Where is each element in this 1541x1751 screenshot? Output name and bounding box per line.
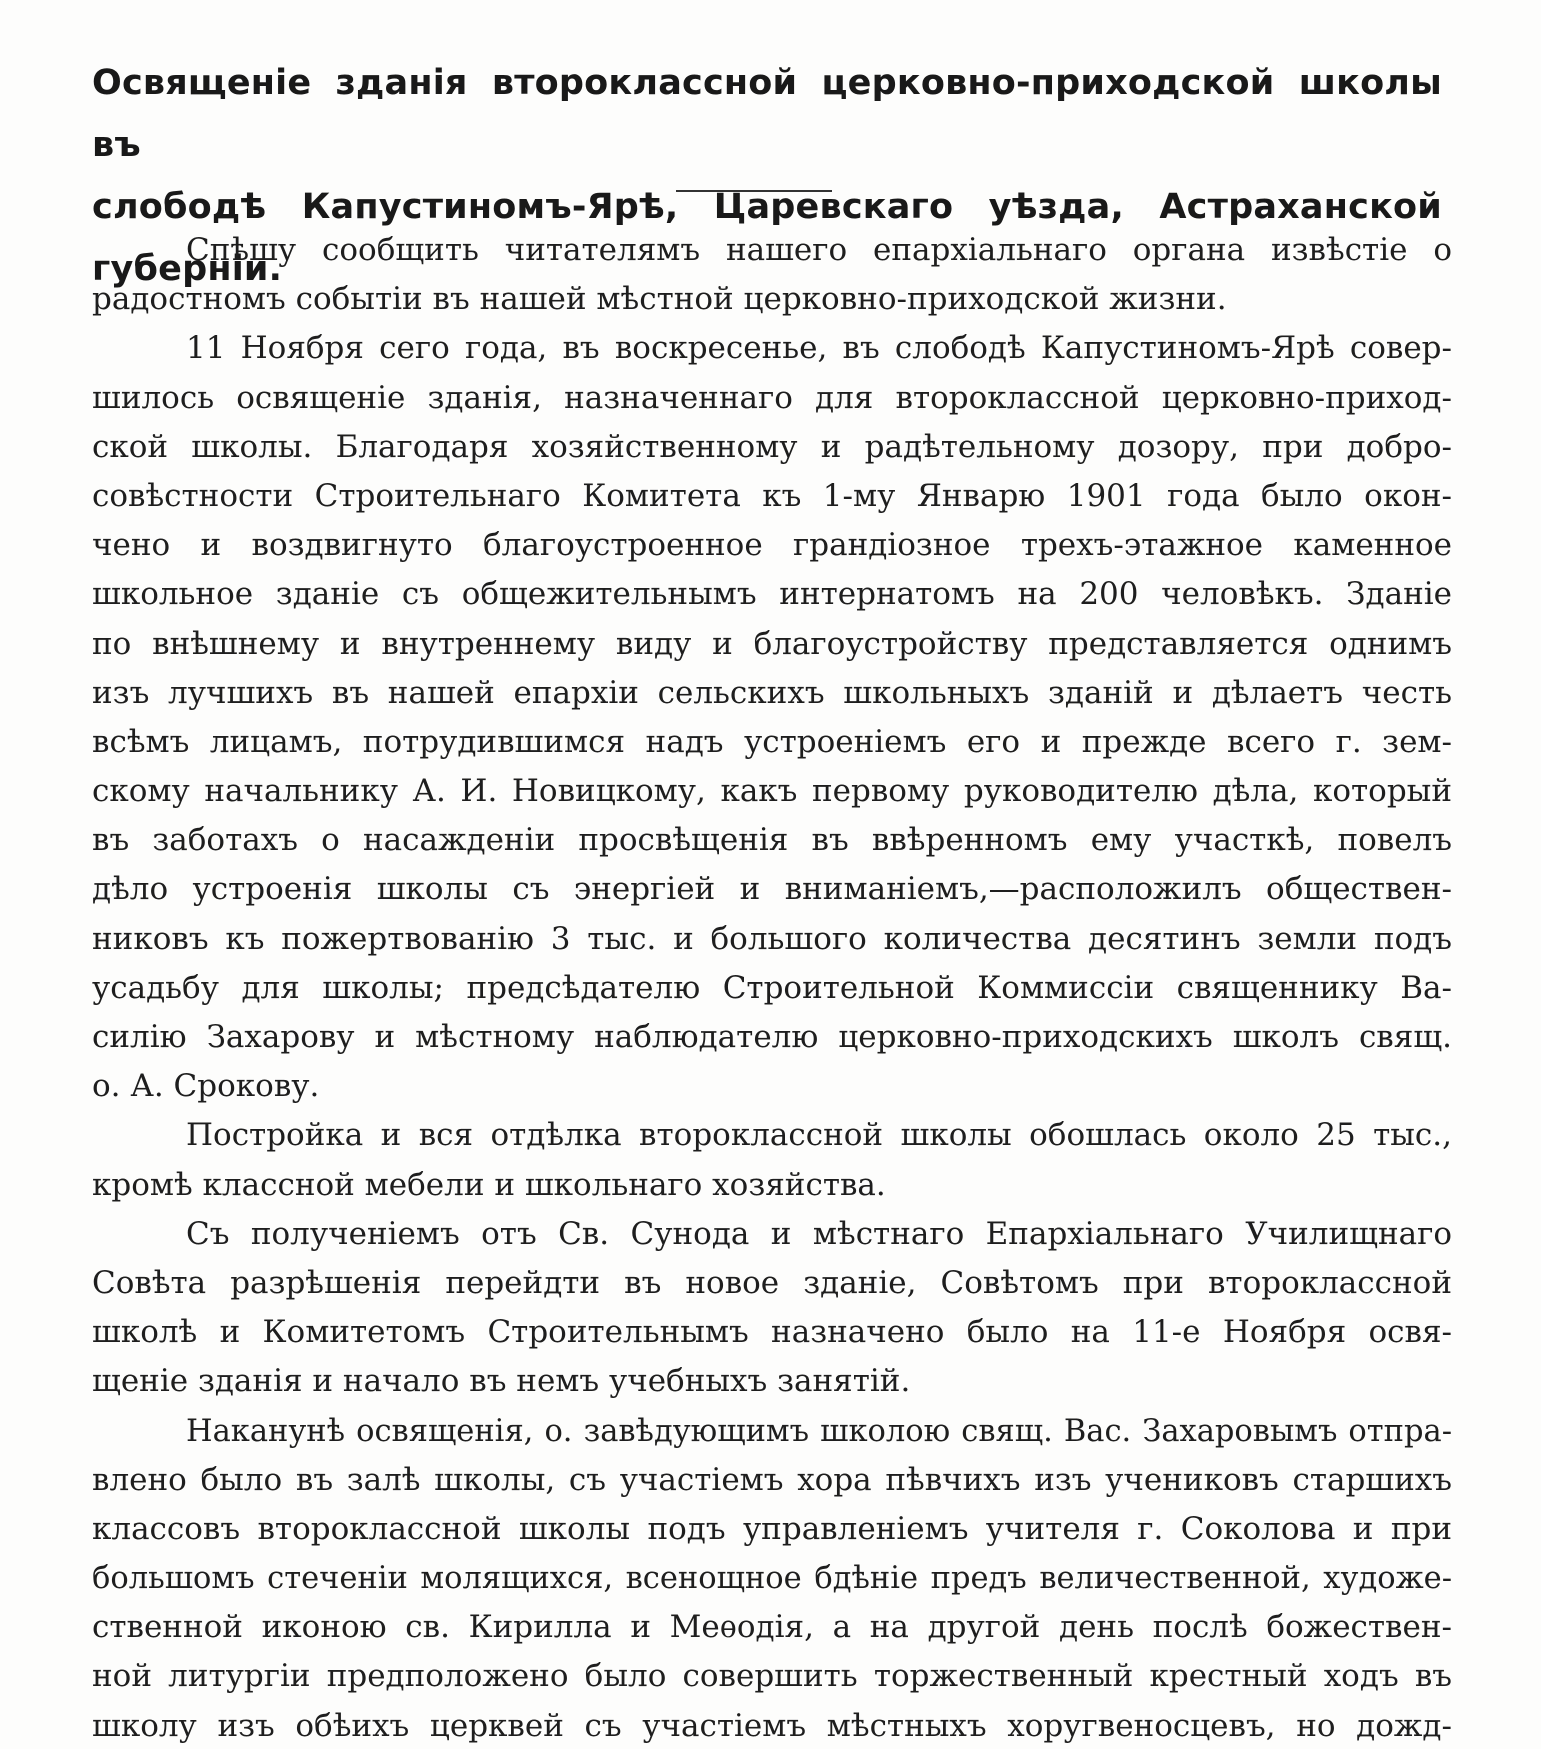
text-line: никовъ къ пожертвованію 3 тыс. и большого количества десятинъ земли подъ xyxy=(92,920,1452,957)
text-line: Спѣшу сообщить читателямъ нашего епархіальнаго органа извѣстіе о xyxy=(186,232,1452,268)
title-line: слободѣ Капустиномъ-Ярѣ, Царевскаго уѣзда, Астраханской губерніи. xyxy=(92,187,1442,289)
text-line: ной литургіи предположено было совершить торжественный крестный ходъ въ xyxy=(92,1658,1452,1695)
text-line: силію Захарову и мѣстному наблюдателю церковно-приходскихъ школъ свящ. xyxy=(92,1019,1452,1055)
text-line: чено и воздвигнуто благоустроенное грандіозное трехъ-этажное каменное xyxy=(92,527,1452,564)
text-line: дѣло устроенія школы съ энергіей и вниманіемъ,—расположилъ обществен- xyxy=(92,871,1452,908)
text-line: шилось освященіе зданія, назначеннаго для второклассной церковно-приход- xyxy=(92,379,1452,416)
text-line: влено было въ залѣ школы, съ участіемъ хора пѣвчихъ изъ учениковъ старшихъ xyxy=(92,1461,1452,1498)
text-line: большомъ стеченіи молящихся, всенощное бдѣніе предъ величественной, художе- xyxy=(92,1561,1452,1597)
article-body xyxy=(92,226,1452,1751)
text-line: 11 Ноября сего года, въ воскресенье, въ слободѣ Капустиномъ-Ярѣ совер- xyxy=(186,330,1452,367)
text-line: ственной иконою св. Кирилла и Меѳодія, а на другой день послѣ божествен- xyxy=(92,1609,1452,1646)
text-line: классовъ второклассной школы подъ управленіемъ учителя г. Соколова и при xyxy=(92,1510,1452,1547)
text-line: изъ лучшихъ въ нашей епархіи сельскихъ школьныхъ зданій и дѣлаетъ честь xyxy=(92,674,1452,711)
text-line: о. А. Срокову. xyxy=(92,1068,320,1105)
text-line: Постройка и вся отдѣлка второклассной школы обошлась около 25 тыс., xyxy=(186,1117,1452,1154)
text-line: совѣстности Строительнаго Комитета къ 1-му Январю 1901 года было окон- xyxy=(92,477,1452,514)
text-line: радостномъ событіи въ нашей мѣстной церковно-приходской жизни. xyxy=(92,281,1227,318)
paragraph-4 xyxy=(92,1210,1452,1407)
text-line: Съ полученіемъ отъ Св. Сунода и мѣстнаго Епархіальнаго Училищнаго xyxy=(186,1215,1452,1252)
text-line: кромѣ классной мебели и школьнаго хозяйства. xyxy=(92,1166,886,1203)
paragraph-3 xyxy=(92,1111,1452,1209)
title-separator-rule xyxy=(676,190,832,192)
text-line: по внѣшнему и внутреннему виду и благоустройству представляется однимъ xyxy=(92,625,1452,662)
text-line: школьное зданіе съ общежительнымъ интернатомъ на 200 человѣкъ. Зданіе xyxy=(92,576,1452,613)
text-line: скому начальнику А. И. Новицкому, какъ первому руководителю дѣла, который xyxy=(92,773,1452,810)
text-line: въ заботахъ о насажденіи просвѣщенія въ ввѣренномъ ему участкѣ, повелъ xyxy=(92,822,1452,859)
paragraph-1 xyxy=(92,226,1452,324)
text-line: Наканунѣ освященія, о. завѣдующимъ школою свящ. Вас. Захаровымъ отпра- xyxy=(186,1413,1452,1449)
text-line: ской школы. Благодаря хозяйственному и радѣтельному дозору, при добро- xyxy=(92,428,1452,465)
text-line: школѣ и Комитетомъ Строительнымъ назначено было на 11-е Ноября освя- xyxy=(92,1314,1452,1351)
text-line: щеніе зданія и начало въ немъ учебныхъ занятій. xyxy=(92,1363,911,1400)
text-line: усадьбу для школы; предсѣдателю Строительной Коммиссіи священнику Ва- xyxy=(92,969,1452,1006)
paragraph-2 xyxy=(92,324,1452,1111)
text-line: всѣмъ лицамъ, потрудившимся надъ устроеніемъ его и прежде всего г. зем- xyxy=(92,723,1452,760)
paragraph-5 xyxy=(92,1407,1452,1751)
title-line: Освященіе зданія второклассной церковно-приходской школы въ xyxy=(92,63,1442,165)
text-line: Совѣта разрѣшенія перейдти въ новое зданіе, Совѣтомъ при второклассной xyxy=(92,1264,1452,1301)
text-line: школу изъ обѣихъ церквей съ участіемъ мѣстныхъ хоругвеносцевъ, но дожд- xyxy=(92,1707,1452,1744)
